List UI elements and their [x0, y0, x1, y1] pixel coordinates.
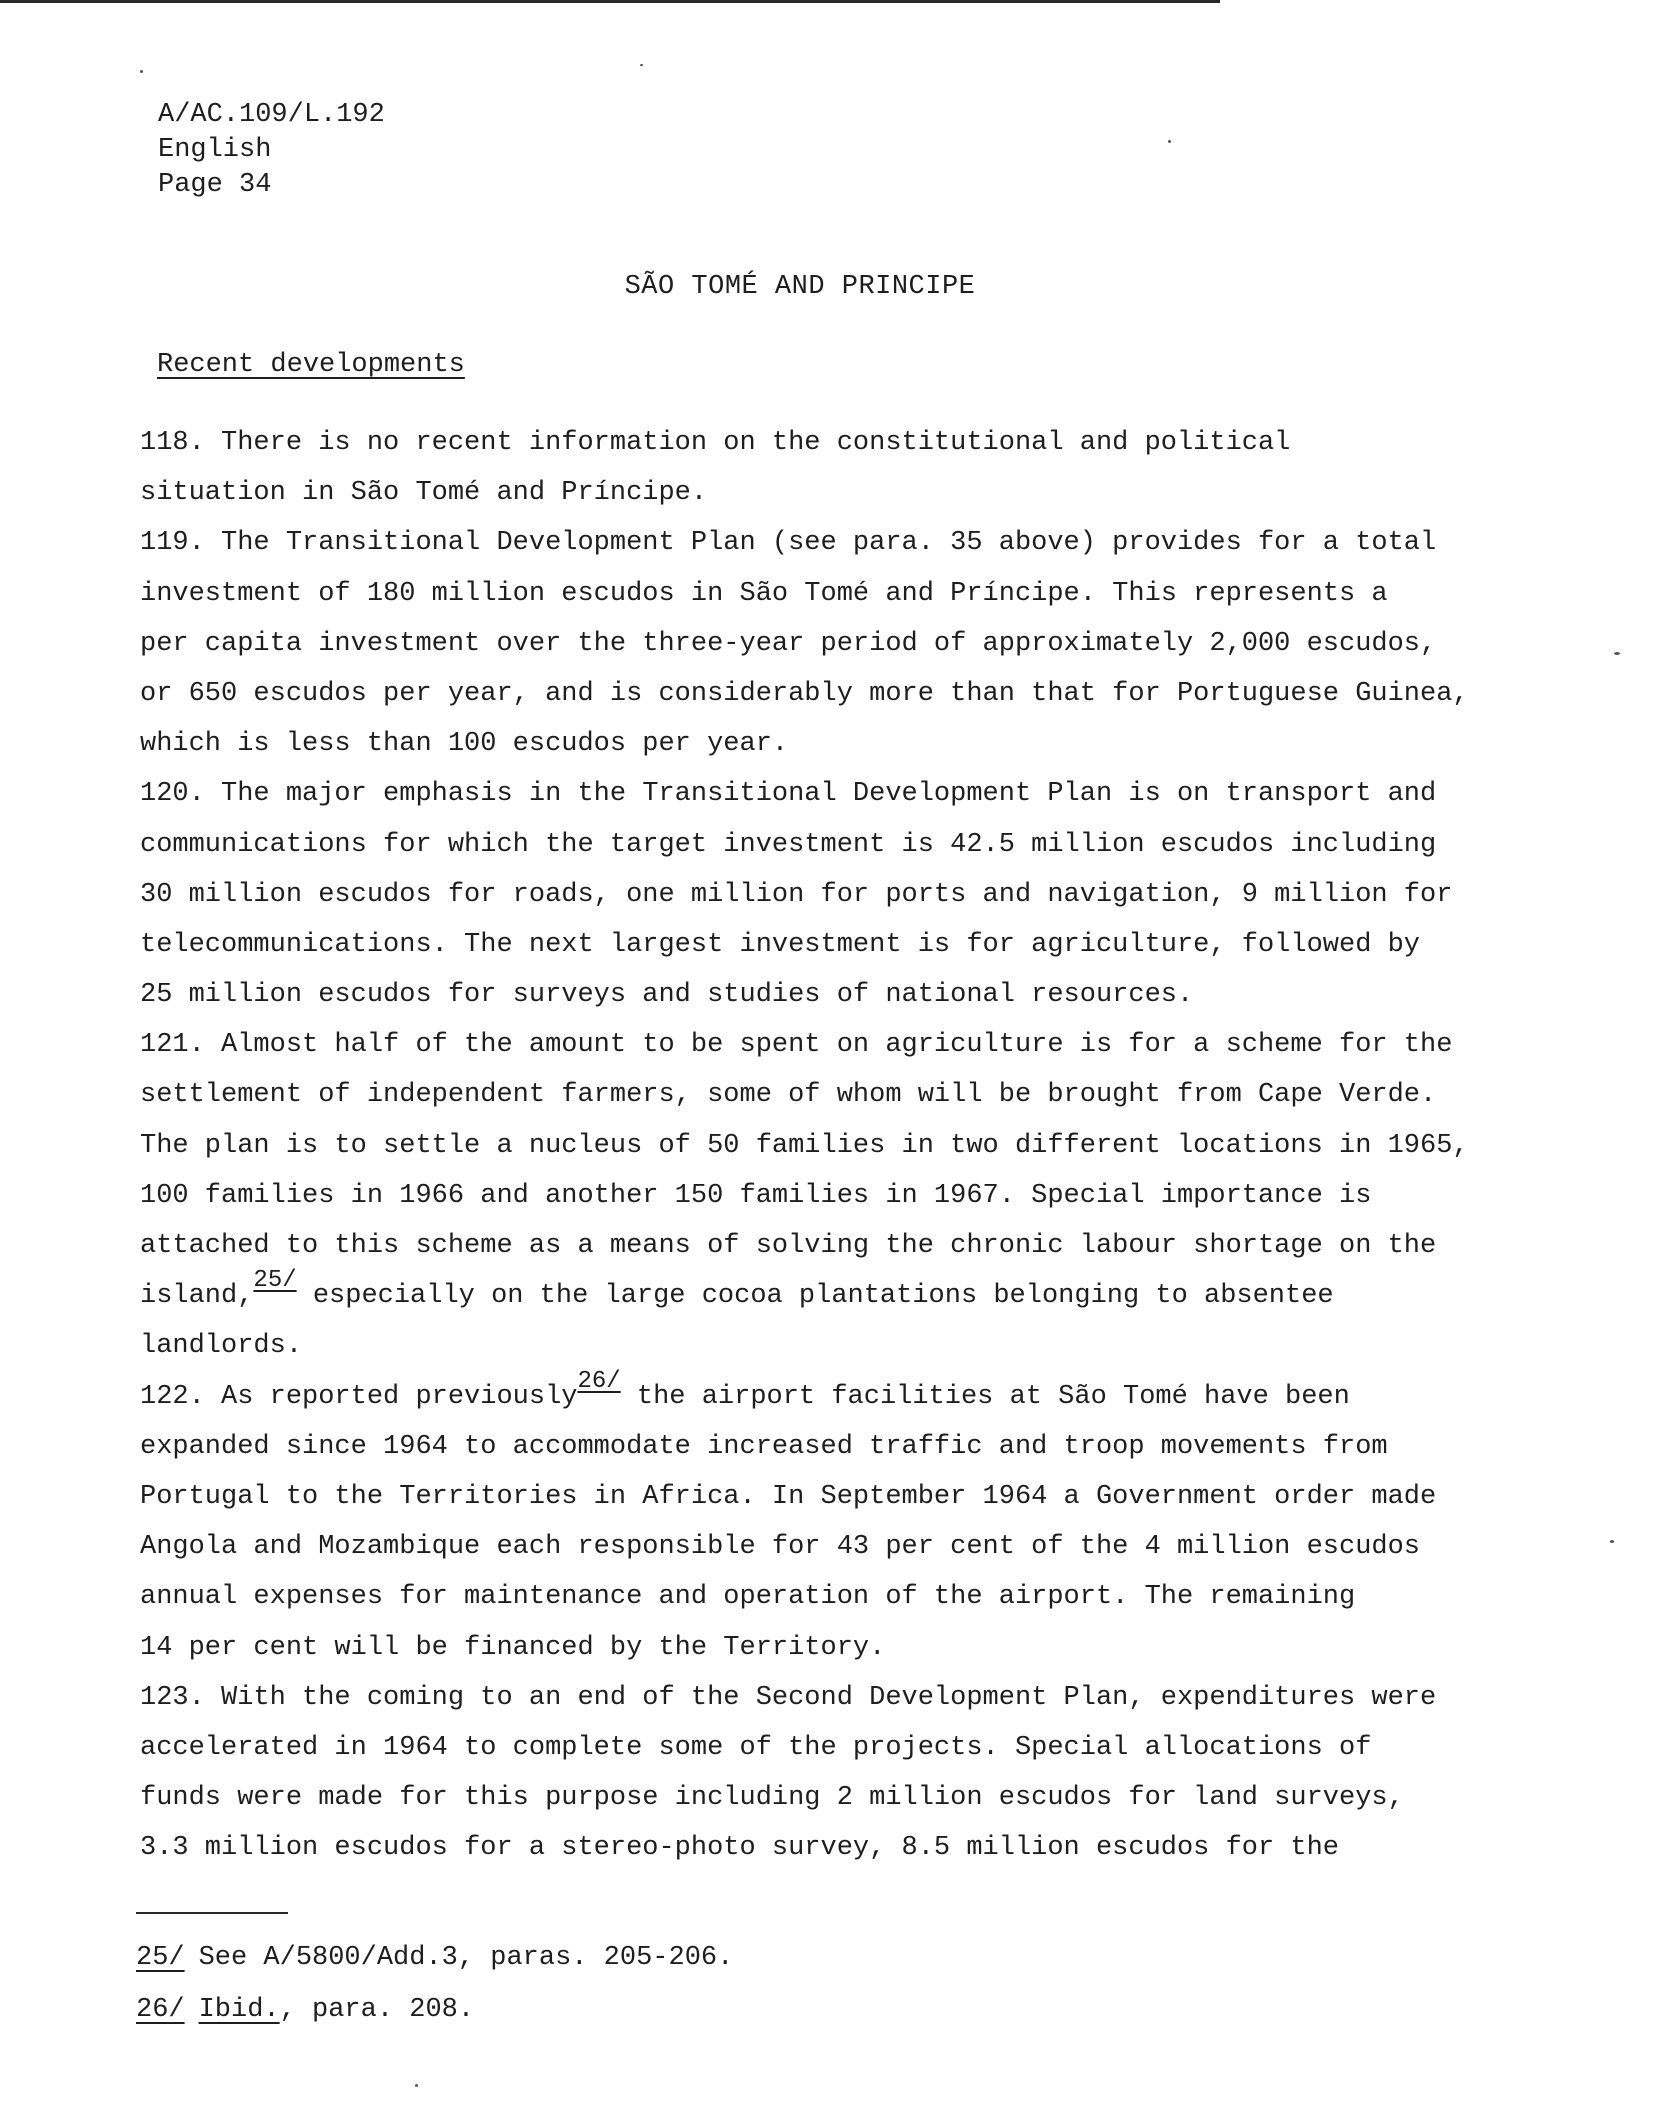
- body-line: Portugal to the Territories in Africa. In September 1964 a Government order made: [140, 1481, 1437, 1512]
- footnote-reference: 25/: [253, 1267, 297, 1295]
- footnote: [136, 1932, 733, 1984]
- footnote-reference: 26/: [577, 1367, 621, 1395]
- footnote: [136, 1984, 733, 2036]
- body-line: 3.3 million escudos for a stereo-photo survey, 8.5 million escudos for the: [140, 1833, 1339, 1864]
- document-language: English: [158, 135, 272, 165]
- scan-speck: [1614, 652, 1620, 655]
- body-line: 25 million escudos for surveys and studies of national resources.: [140, 980, 1194, 1011]
- body-line-text: especially on the large cocoa plantations belonging to absentee: [296, 1281, 1334, 1312]
- body-line: which is less than 100 escudos per year.: [140, 729, 789, 760]
- body-line: settlement of independent farmers, some of whom will be brought from Cape Verde.: [140, 1080, 1437, 1111]
- body-line: The plan is to settle a nucleus of 50 families in two different locations in 1965,: [140, 1130, 1469, 1161]
- body-line-text: 122. As reported previously: [140, 1381, 578, 1412]
- footnote-rule: [136, 1912, 288, 1914]
- body-line: 30 million escudos for roads, one million for ports and navigation, 9 million for: [140, 879, 1453, 910]
- body-line-text: island,: [140, 1281, 254, 1312]
- body-line: situation in São Tomé and Príncipe.: [140, 478, 708, 509]
- footnote-text: , para. 208.: [279, 1995, 475, 2025]
- body-line: investment of 180 million escudos in São Tomé and Príncipe. This represents a: [140, 578, 1388, 609]
- page-number: Page 34: [158, 170, 272, 200]
- scan-speck: [415, 2084, 418, 2087]
- footnote-text: See A/5800/Add.3, paras. 205-206.: [198, 1943, 734, 1973]
- body-line: accelerated in 1964 to complete some of the projects. Special allocations of: [140, 1732, 1372, 1763]
- body-line-text: the airport facilities at São Tomé have been: [620, 1381, 1350, 1412]
- body-line: 121. Almost half of the amount to be spent on agriculture is for a scheme for the: [140, 1030, 1453, 1061]
- body-line: or 650 escudos per year, and is considerably more than that for Portuguese Guinea,: [140, 678, 1469, 709]
- page-title: SÃO TOMÉ AND PRINCIPE: [624, 272, 976, 302]
- body-line: annual expenses for maintenance and operation of the airport. The remaining: [140, 1582, 1356, 1613]
- footnote-mark: 26/: [136, 1995, 185, 2025]
- scan-speck: [640, 64, 643, 66]
- body-line: [140, 1367, 1540, 1422]
- top-scan-rule: [0, 0, 1220, 3]
- body-line: 100 families in 1966 and another 150 families in 1967. Special importance is: [140, 1180, 1372, 1211]
- body-line: 14 per cent will be financed by the Territory.: [140, 1632, 886, 1663]
- body-line: funds were made for this purpose including 2 million escudos for land surveys,: [140, 1783, 1404, 1814]
- body-line: 123. With the coming to an end of the Second Development Plan, expenditures were: [140, 1682, 1437, 1713]
- scan-speck: [140, 70, 143, 73]
- body-line: telecommunications. The next largest investment is for agriculture, followed by: [140, 929, 1421, 960]
- body-line: Angola and Mozambique each responsible for 43 per cent of the 4 million escudos: [140, 1532, 1421, 1563]
- footnote-lead: Ibid.: [198, 1995, 280, 2025]
- footnote-mark: 25/: [136, 1943, 185, 1973]
- section-heading: Recent developments: [157, 350, 465, 380]
- scan-speck: [1168, 140, 1171, 143]
- body-line: 118. There is no recent information on the constitutional and political: [140, 428, 1291, 458]
- body-line: 119. The Transitional Development Plan (see para. 35 above) provides for a total: [140, 528, 1437, 559]
- document-header: [158, 98, 385, 203]
- body-line: 120. The major emphasis in the Transitional Development Plan is on transport and: [140, 779, 1437, 810]
- body-line: attached to this scheme as a means of solving the chronic labour shortage on the: [140, 1231, 1437, 1261]
- body-line: [140, 1267, 1540, 1321]
- body-line: per capita investment over the three-year period of approximately 2,000 escudos,: [140, 628, 1437, 659]
- scan-speck: [1610, 1540, 1614, 1543]
- body-line: landlords.: [140, 1331, 303, 1362]
- body-text: [140, 418, 1540, 1873]
- footnotes: [136, 1932, 733, 2036]
- body-line: expanded since 1964 to accommodate increased traffic and troop movements from: [140, 1431, 1388, 1462]
- document-symbol: A/AC.109/L.192: [158, 100, 385, 130]
- body-line: communications for which the target investment is 42.5 million escudos including: [140, 829, 1437, 860]
